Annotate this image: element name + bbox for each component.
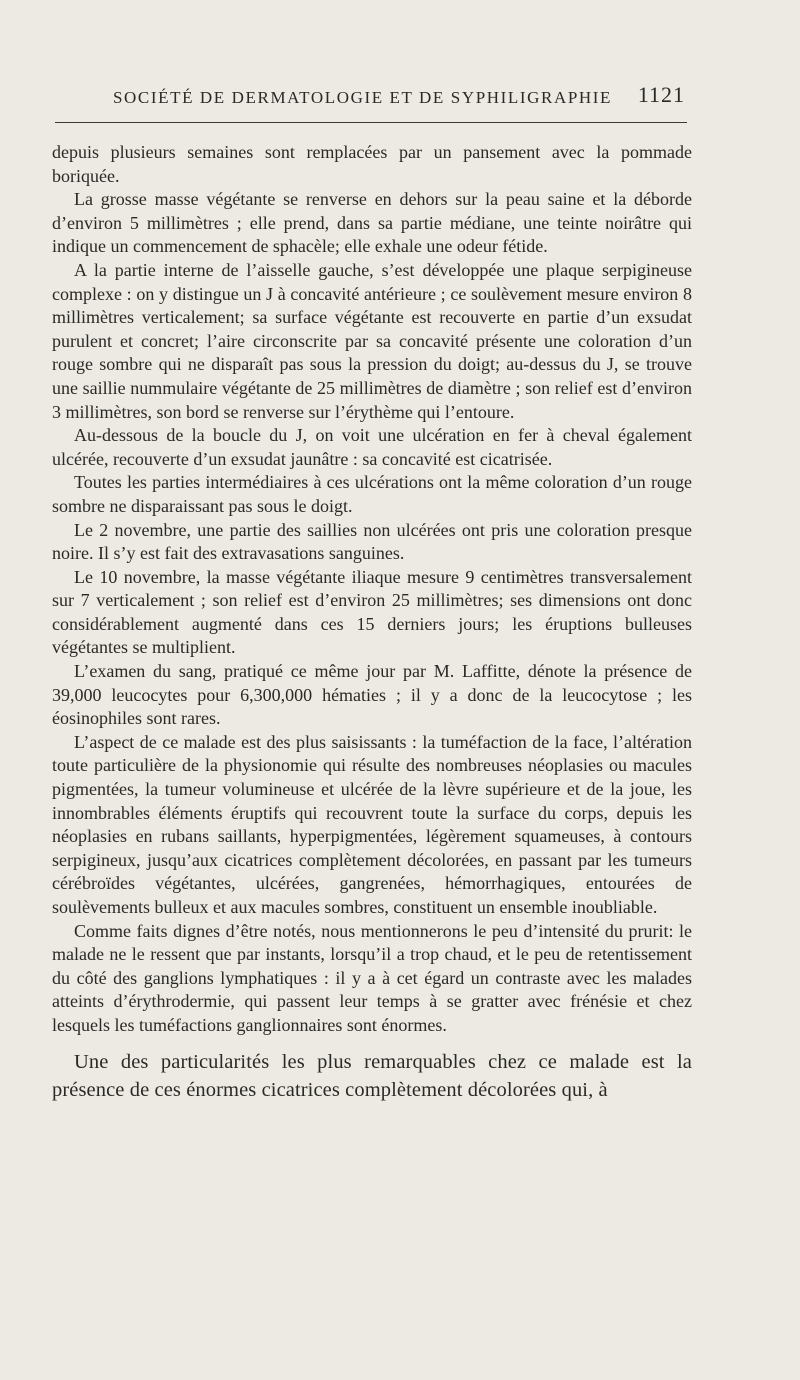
paragraph-11: Une des particularités les plus remarquables chez ce malade est la présence de ces énormes cicatrices complètement décolorées qui, à [52, 1050, 692, 1101]
page-number: 1121 [637, 82, 685, 107]
paragraph-9: L’aspect de ce malade est des plus saisissants : la tuméfaction de la face, l’altération toute particulière de la physionomie qui résulte des nombreuses néoplasies ou macules pigmentées, la tumeur volumineuse et ulcérée de la lèvre supérieure et de la joue, les innombrables éléments éruptifs qui recouvrent toute la surface du corps, depuis les néoplasies en rubans saillants, hyperpigmentées, légèrement squameuses, à contours serpigineux, jusqu’aux cicatrices complètement décolorées, en passant par les tumeurs cérébroïdes végétantes, ulcérées, gangrenées, hémorrhagiques, entourées de soulèvements bulleux et aux macules sombres, constituent un ensemble inoubliable. [52, 731, 692, 917]
paragraph-3: A la partie interne de l’aisselle gauche, s’est développée une plaque serpigineuse complexe : on y distingue un J à concavité antérieure ; ce soulèvement mesure environ 8 millimètres verticalement; sa surface végétante est recouverte en partie d’un exsudat purulent et concret; l’aire circonscrite par sa concavité présente une coloration d’un rouge sombre qui ne disparaît pas sous la pression du doigt; au-dessus du J, se trouve une saillie nummulaire végétante de 25 millimètres de diamètre ; son relief est d’environ 3 millimètres, son bord se renverse sur l’érythème qui l’entoure. [52, 259, 692, 422]
paragraph-7: Le 10 novembre, la masse végétante iliaque mesure 9 centimètres transversalement sur 7 verticalement ; son relief est d’environ 25 millimètres; ses dimensions ont donc considérablement augmenté dans ces 15 derniers jours; les éruptions bulleuses végétantes se multiplient. [52, 566, 692, 658]
header-rule [55, 122, 687, 123]
paragraph-5: Toutes les parties intermédiaires à ces ulcérations ont la même coloration d’un rouge sombre ne disparaissant pas sous le doigt. [52, 472, 692, 516]
page-header [55, 82, 695, 112]
running-title: SOCIÉTÉ DE DERMATOLOGIE ET DE SYPHILIGRAPHIE [113, 88, 613, 107]
paragraph-6: Le 2 novembre, une partie des saillies non ulcérées ont pris une coloration presque noire. Il s’y est fait des extravasations sanguines. [52, 519, 692, 564]
paragraph-2: La grosse masse végétante se renverse en dehors sur la peau saine et la déborde d’environ 5 millimètres ; elle prend, dans sa partie médiane, une teinte noirâtre qui indique un commencement de sphacèle; elle exhale une odeur fétide. [52, 189, 692, 257]
paragraph-4: Au-dessous de la boucle du J, on voit une ulcération en fer à cheval également ulcérée, recouverte d’un exsudat jaunâtre : sa concavité est cicatrisée. [52, 425, 692, 469]
body-text [52, 141, 692, 1104]
paragraph-10: Comme faits dignes d’être notés, nous mentionnerons le peu d’intensité du prurit: le malade ne le ressent que par instants, lorsqu’il a trop chaud, et le peu de retentissement du côté des ganglions lymphatiques : il y a à cet égard un contraste avec les malades atteints d’érythrodermie, qui passent leur temps à se gratter avec frénésie et chez lesquels les tuméfactions ganglionnaires sont énormes. [52, 920, 692, 1035]
paragraph-1: depuis plusieurs semaines sont remplacées par un pansement avec la pommade boriquée. [52, 142, 692, 186]
paragraph-8: L’examen du sang, pratiqué ce même jour par M. Laffitte, dénote la présence de 39,000 leucocytes pour 6,300,000 hématies ; il y a donc de la leucocytose ; les éosinophiles sont rares. [52, 661, 692, 729]
